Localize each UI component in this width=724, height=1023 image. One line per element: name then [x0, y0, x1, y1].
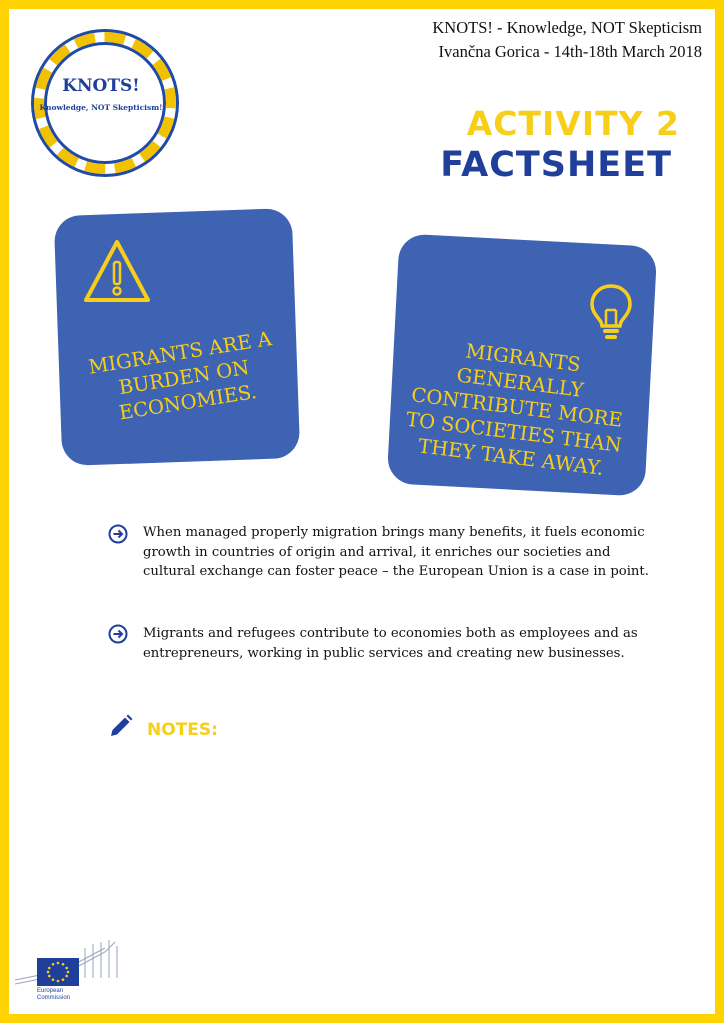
notes-label: NOTES: — [147, 720, 218, 740]
myth-text: MIGRANTS ARE A BURDEN ON ECONOMIES. — [86, 326, 274, 425]
page-header — [432, 16, 702, 64]
activity-title: ACTIVITY 2 — [466, 104, 680, 143]
bullet-text-2: Migrants and refugees contribute to economies both as employees and as entrepreneurs, working in public services and creating new businesses. — [143, 626, 638, 661]
pencil-icon — [108, 713, 134, 739]
knots-logo — [26, 24, 176, 174]
activity-subtitle: FACTSHEET — [440, 145, 672, 185]
lightbulb-icon — [588, 282, 634, 342]
ec-label-line-2: Commission — [37, 995, 71, 1001]
logo-subtitle: Knowledge, NOT Skepticism! — [39, 103, 163, 112]
fact-text: MIGRANTS GENERALLY CONTRIBUTE MORE TO SOCIETIES THAN THEY TAKE AWAY. — [404, 339, 624, 480]
header-line-2: Ivančna Gorica - 14th-18th March 2018 — [438, 42, 702, 61]
arrow-right-circle-icon — [108, 524, 128, 544]
ec-label-line-1: European — [37, 988, 64, 994]
header-line-1: KNOTS! - Knowledge, NOT Skepticism — [432, 18, 702, 37]
arrow-right-circle-icon — [108, 624, 128, 644]
warning-icon — [82, 236, 152, 306]
ec-label — [37, 988, 70, 1002]
eu-flag-icon — [15, 938, 127, 988]
european-commission-logo — [15, 938, 127, 1008]
bullet-text-1: When managed properly migration brings many benefits, it fuels economic growth in countries of origin and arrival, it enriches our societies and cultural exchange can foster peace – the European Union is a case in point. — [143, 525, 649, 580]
logo-title: KNOTS! — [62, 76, 140, 96]
